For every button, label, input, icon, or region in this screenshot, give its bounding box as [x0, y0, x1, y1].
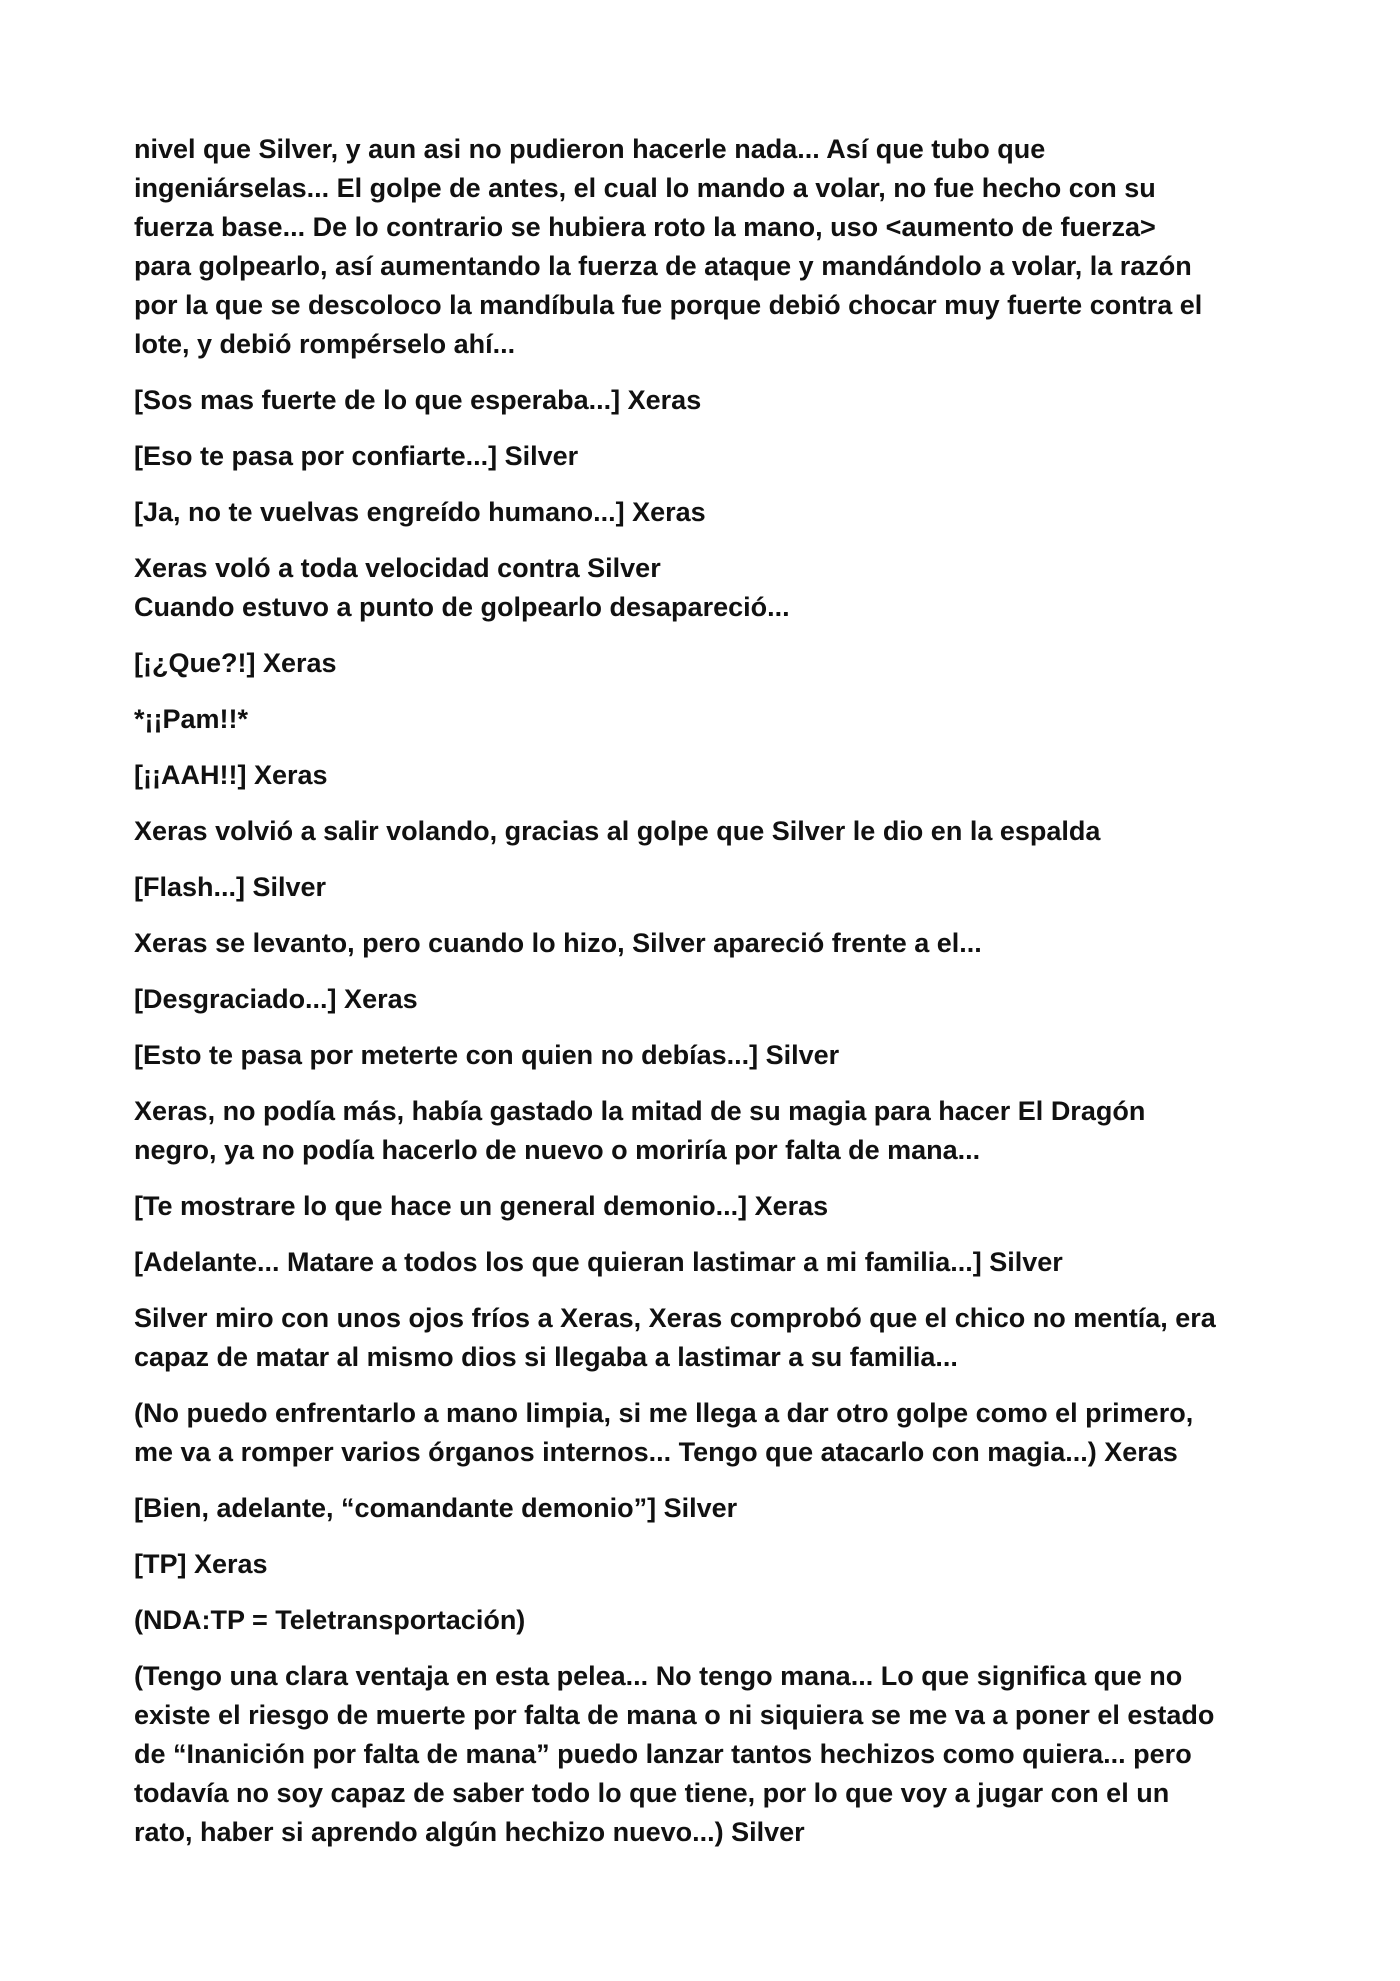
text-line: [¡¡AAH!!] Xeras: [134, 760, 328, 790]
text-line: negro, ya no podía hacerlo de nuevo o moriría por falta de mana...: [134, 1135, 981, 1165]
paragraph: [134, 1299, 1294, 1377]
text-line: rato, haber si aprendo algún hechizo nuevo...) Silver: [134, 1817, 805, 1847]
paragraph: [134, 924, 1294, 963]
text-line: [Eso te pasa por confiarte...] Silver: [134, 441, 579, 471]
text-line: *¡¡Pam!!*: [134, 704, 249, 734]
text-line: [Desgraciado...] Xeras: [134, 984, 418, 1014]
text-line: todavía no soy capaz de saber todo lo que tiene, por lo que voy a jugar con el un: [134, 1778, 1170, 1808]
text-line: (Tengo una clara ventaja en esta pelea... No tengo mana... Lo que significa que no: [134, 1661, 1183, 1691]
document-body: [134, 130, 1294, 1869]
text-line: por la que se descoloco la mandíbula fue porque debió chocar muy fuerte contra el: [134, 290, 1203, 320]
paragraph: [134, 1394, 1294, 1472]
paragraph: [134, 980, 1294, 1019]
text-line: [Adelante... Matare a todos los que quieran lastimar a mi familia...] Silver: [134, 1247, 1063, 1277]
text-line: para golpearlo, así aumentando la fuerza de ataque y mandándolo a volar, la razón: [134, 251, 1192, 281]
paragraph: [134, 437, 1294, 476]
text-line: existe el riesgo de muerte por falta de mana o ni siquiera se me va a poner el estado: [134, 1700, 1215, 1730]
text-line: me va a romper varios órganos internos... Tengo que atacarlo con magia...) Xeras: [134, 1437, 1178, 1467]
paragraph: [134, 1657, 1294, 1852]
paragraph: [134, 1243, 1294, 1282]
text-line: Xeras se levanto, pero cuando lo hizo, Silver apareció frente a el...: [134, 928, 982, 958]
paragraph: [134, 1489, 1294, 1528]
text-line: nivel que Silver, y aun asi no pudieron hacerle nada... Así que tubo que: [134, 134, 1046, 164]
paragraph: [134, 868, 1294, 907]
text-line: Xeras volvió a salir volando, gracias al golpe que Silver le dio en la espalda: [134, 816, 1101, 846]
paragraph: [134, 381, 1294, 420]
paragraph: [134, 1601, 1294, 1640]
paragraph: [134, 130, 1294, 364]
paragraph: [134, 1036, 1294, 1075]
text-line: [TP] Xeras: [134, 1549, 268, 1579]
text-line: Xeras, no podía más, había gastado la mitad de su magia para hacer El Dragón: [134, 1096, 1146, 1126]
text-line: Cuando estuvo a punto de golpearlo desapareció...: [134, 592, 790, 622]
text-line: capaz de matar al mismo dios si llegaba a lastimar a su familia...: [134, 1342, 958, 1372]
paragraph: [134, 812, 1294, 851]
paragraph: [134, 549, 1294, 627]
text-line: [Te mostrare lo que hace un general demonio...] Xeras: [134, 1191, 829, 1221]
paragraph: [134, 756, 1294, 795]
text-line: [Bien, adelante, “comandante demonio”] Silver: [134, 1493, 738, 1523]
paragraph: [134, 1545, 1294, 1584]
paragraph: [134, 644, 1294, 683]
text-line: Silver miro con unos ojos fríos a Xeras, Xeras comprobó que el chico no mentía, era: [134, 1303, 1216, 1333]
text-line: [Flash...] Silver: [134, 872, 327, 902]
text-line: [¡¿Que?!] Xeras: [134, 648, 337, 678]
text-line: [Ja, no te vuelvas engreído humano...] Xeras: [134, 497, 706, 527]
text-line: lote, y debió rompérselo ahí...: [134, 329, 516, 359]
text-line: (NDA:TP = Teletransportación): [134, 1605, 526, 1635]
text-line: [Sos mas fuerte de lo que esperaba...] Xeras: [134, 385, 702, 415]
paragraph: [134, 700, 1294, 739]
text-line: ingeniárselas... El golpe de antes, el cual lo mando a volar, no fue hecho con su: [134, 173, 1156, 203]
text-line: de “Inanición por falta de mana” puedo lanzar tantos hechizos como quiera... pero: [134, 1739, 1192, 1769]
text-line: [Esto te pasa por meterte con quien no debías...] Silver: [134, 1040, 840, 1070]
text-line: fuerza base... De lo contrario se hubiera roto la mano, uso <aumento de fuerza>: [134, 212, 1156, 242]
paragraph: [134, 1187, 1294, 1226]
text-line: (No puedo enfrentarlo a mano limpia, si me llega a dar otro golpe como el primero,: [134, 1398, 1194, 1428]
paragraph: [134, 1092, 1294, 1170]
text-line: Xeras voló a toda velocidad contra Silver: [134, 553, 661, 583]
paragraph: [134, 493, 1294, 532]
